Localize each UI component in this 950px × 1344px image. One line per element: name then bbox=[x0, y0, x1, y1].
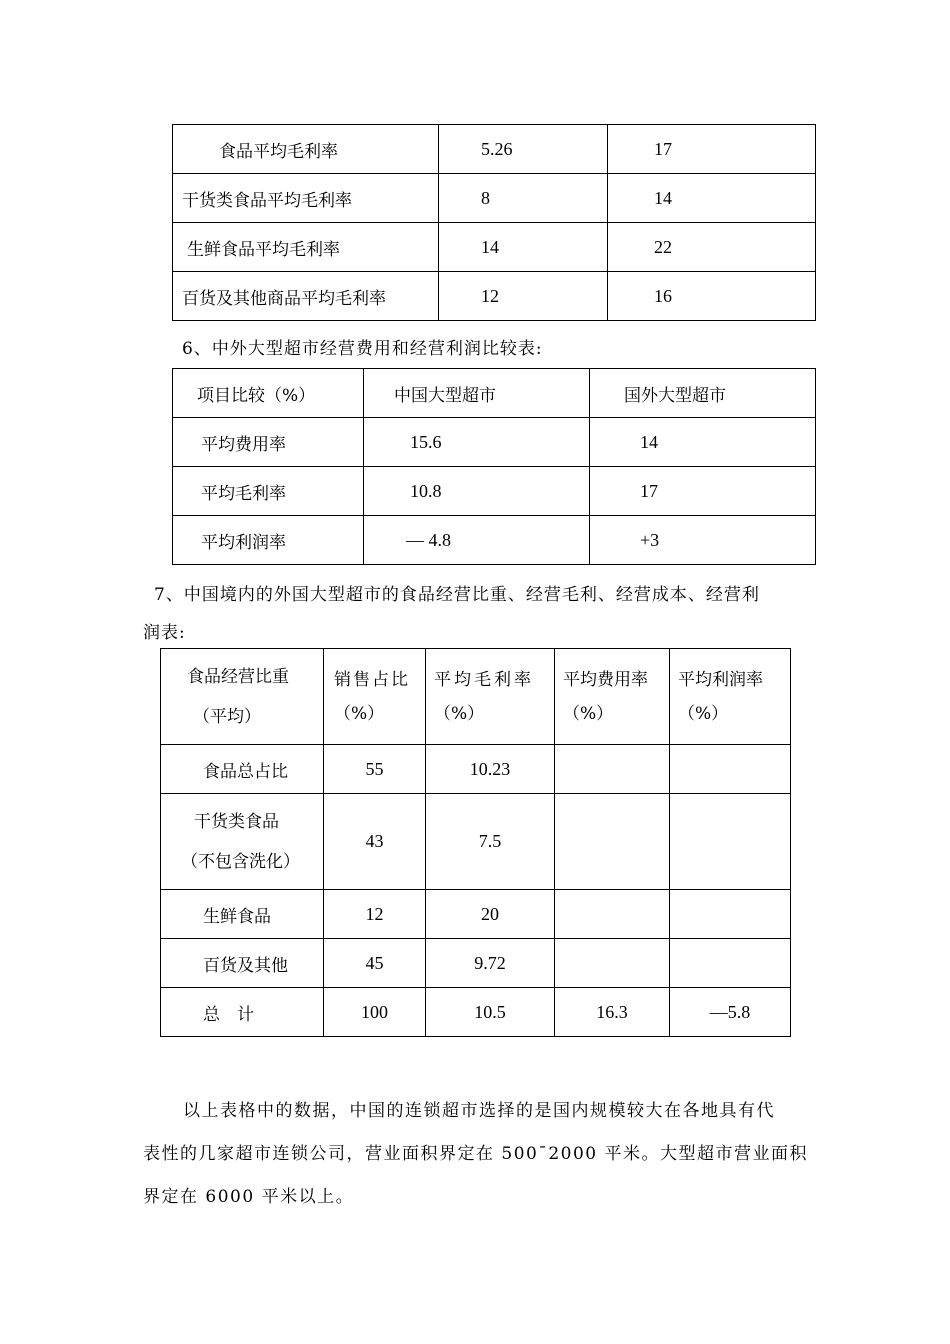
gross-margin: 7.5 bbox=[426, 794, 555, 890]
table-header-row bbox=[173, 369, 816, 418]
header-cell: 中国大型超市 bbox=[364, 369, 590, 418]
table-row bbox=[173, 272, 816, 321]
row-label: 百货及其他 bbox=[161, 939, 324, 988]
header-label: 销售占比 bbox=[334, 670, 410, 690]
paragraph-line: 表性的几家超市连锁公司，营业面积界定在 500¯2000 平米。大型超市营业面积 bbox=[143, 1144, 809, 1164]
expense-rate: 16.3 bbox=[555, 988, 670, 1037]
china-value: 14 bbox=[439, 223, 608, 272]
row-label: 生鲜食品 bbox=[161, 890, 324, 939]
table-header-row bbox=[161, 649, 791, 745]
table-row bbox=[173, 125, 816, 174]
profit-rate bbox=[670, 939, 791, 988]
sales-share: 43 bbox=[324, 794, 426, 890]
table-row bbox=[161, 794, 791, 890]
row-label: 总 计 bbox=[161, 988, 324, 1037]
foreign-value: 14 bbox=[590, 418, 816, 467]
row-label-line1: 干货类食品 bbox=[194, 811, 279, 832]
china-value: 8 bbox=[439, 174, 608, 223]
food-operation-table bbox=[160, 648, 791, 1037]
header-sublabel: （平均） bbox=[193, 706, 261, 727]
sales-share: 45 bbox=[324, 939, 426, 988]
row-label: 平均利润率 bbox=[173, 516, 364, 565]
sales-share: 55 bbox=[324, 745, 426, 794]
foreign-value: 17 bbox=[590, 467, 816, 516]
row-label: 食品总占比 bbox=[161, 745, 324, 794]
row-label: 平均毛利率 bbox=[173, 467, 364, 516]
paragraph-text: 以上表格中的数据，中国的连锁超市选择的是国内规模较大在各地具有代 bbox=[183, 1101, 775, 1121]
paragraph-line: 界定在 6000 平米以上。 bbox=[143, 1187, 355, 1207]
row-label-line2: （不包含洗化） bbox=[181, 851, 300, 872]
china-value: 12 bbox=[439, 272, 608, 321]
sales-share: 100 bbox=[324, 988, 426, 1037]
expense-rate bbox=[555, 794, 670, 890]
gross-margin: 10.5 bbox=[426, 988, 555, 1037]
header-label: 平均费用率 bbox=[563, 670, 648, 690]
header-cell bbox=[555, 649, 670, 745]
header-cell: 国外大型超市 bbox=[590, 369, 816, 418]
header-sublabel: （%） bbox=[678, 704, 729, 724]
gross-margin-table bbox=[172, 124, 816, 321]
table-row bbox=[173, 516, 816, 565]
table-6-caption: 6、中外大型超市经营费用和经营利润比较表: bbox=[182, 339, 543, 359]
table-row bbox=[161, 745, 791, 794]
gross-margin: 10.23 bbox=[426, 745, 555, 794]
header-cell bbox=[426, 649, 555, 745]
table-row bbox=[161, 988, 791, 1037]
table-row bbox=[173, 418, 816, 467]
table-row bbox=[161, 939, 791, 988]
expense-rate bbox=[555, 745, 670, 794]
foreign-value: 14 bbox=[608, 174, 816, 223]
foreign-value: 16 bbox=[608, 272, 816, 321]
header-cell bbox=[161, 649, 324, 745]
table-row bbox=[173, 174, 816, 223]
row-label bbox=[161, 794, 324, 890]
gross-margin: 9.72 bbox=[426, 939, 555, 988]
row-label: 百货及其他商品平均毛利率 bbox=[173, 272, 439, 321]
china-value: — 4.8 bbox=[364, 516, 590, 565]
header-cell bbox=[670, 649, 791, 745]
profit-rate: —5.8 bbox=[670, 988, 791, 1037]
table-row bbox=[161, 890, 791, 939]
foreign-value: 17 bbox=[608, 125, 816, 174]
header-sublabel: （%） bbox=[434, 704, 485, 724]
row-label: 食品平均毛利率 bbox=[173, 125, 439, 174]
foreign-value: +3 bbox=[590, 516, 816, 565]
header-label: 平均利润率 bbox=[678, 670, 763, 690]
header-label: 食品经营比重 bbox=[187, 666, 289, 687]
profit-rate bbox=[670, 745, 791, 794]
paragraph-line bbox=[143, 1090, 813, 1133]
profit-rate bbox=[670, 890, 791, 939]
explanatory-paragraph bbox=[143, 1090, 813, 1219]
china-value: 15.6 bbox=[364, 418, 590, 467]
row-label: 干货类食品平均毛利率 bbox=[173, 174, 439, 223]
gross-margin: 20 bbox=[426, 890, 555, 939]
table-row bbox=[173, 467, 816, 516]
row-label: 平均费用率 bbox=[173, 418, 364, 467]
row-label: 生鲜食品平均毛利率 bbox=[173, 223, 439, 272]
profit-rate bbox=[670, 794, 791, 890]
expense-profit-table bbox=[172, 368, 816, 565]
expense-rate bbox=[555, 939, 670, 988]
header-sublabel: （%） bbox=[563, 704, 614, 724]
header-cell bbox=[324, 649, 426, 745]
china-value: 5.26 bbox=[439, 125, 608, 174]
expense-rate bbox=[555, 890, 670, 939]
header-label: 平均毛利率 bbox=[434, 670, 534, 690]
header-sublabel: （%） bbox=[334, 704, 385, 724]
table-7-caption-line1: 7、中国境内的外国大型超市的食品经营比重、经营毛利、经营成本、经营利 bbox=[154, 585, 760, 605]
table-7-caption-line2: 润表: bbox=[143, 623, 186, 643]
header-cell: 项目比较（%） bbox=[173, 369, 364, 418]
table-row bbox=[173, 223, 816, 272]
china-value: 10.8 bbox=[364, 467, 590, 516]
foreign-value: 22 bbox=[608, 223, 816, 272]
sales-share: 12 bbox=[324, 890, 426, 939]
